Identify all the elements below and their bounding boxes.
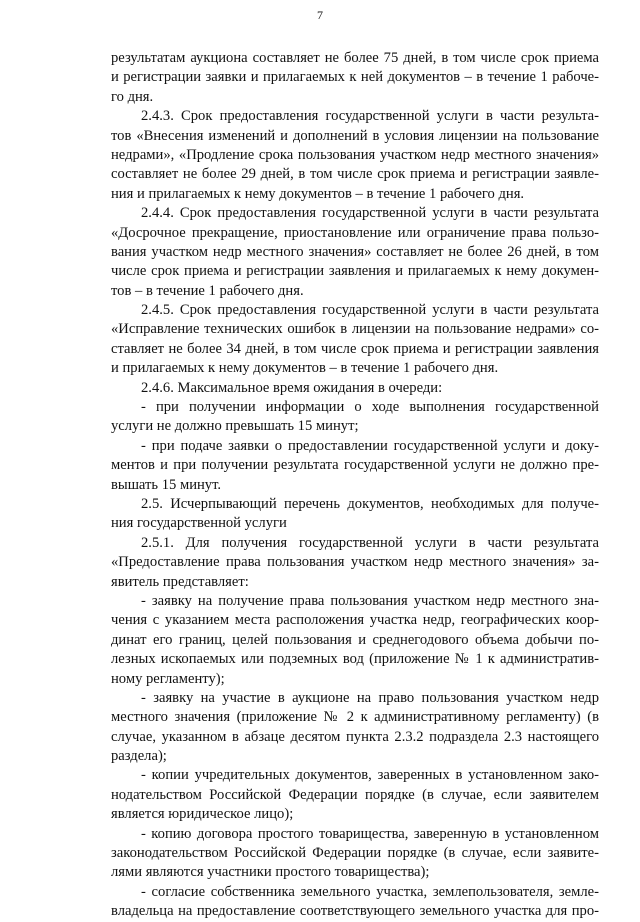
text-line: владельца на предоставление соответствующего земельного участка для про-: [111, 903, 599, 920]
text-line: является юридическое лицо);: [111, 806, 294, 823]
text-line: нодательством Российской Федерации порядке (в случае, если заявителем: [111, 786, 599, 803]
text-line: и прилагаемых к нему документов – в течение 1 рабочего дня.: [111, 360, 499, 377]
text-line: 2.5. Исчерпывающий перечень документов, необходимых для получе-: [141, 495, 599, 512]
text-line: законодательством Российской Федерации порядке (в случае, если заявите-: [111, 845, 599, 862]
text-line: - копии учредительных документов, заверенных в установленном зако-: [141, 767, 599, 784]
text-line: - заявку на получение права пользования участком недр местного зна-: [141, 592, 599, 609]
text-line: ставляет не более 34 дней, в том числе срок приема и регистрации заявления: [111, 340, 599, 357]
text-line: «Исправление технических ошибок в лицензии на пользование недрами» со-: [111, 321, 599, 338]
text-line: динат его границ, целей пользования и среднегодового объема добычи по-: [111, 631, 599, 648]
text-line: ному регламенту);: [111, 670, 225, 687]
text-line: 2.4.6. Максимальное время ожидания в очереди:: [141, 379, 443, 396]
text-line: явитель представляет:: [111, 573, 249, 590]
text-line: - согласие собственника земельного участка, землепользователя, земле-: [141, 883, 599, 900]
text-line: «Досрочное прекращение, приостановление или ограничение права пользо-: [111, 224, 599, 241]
text-line: чения с указанием места расположения участка недр, географических коор-: [111, 612, 599, 629]
text-line: ния и прилагаемых к нему документов – в течение 1 рабочего дня.: [111, 185, 525, 202]
text-line: недрами», «Продление срока пользования участком недр местного значения»: [111, 146, 599, 163]
text-line: «Предоставление права пользования участком недр местного значения» за-: [111, 554, 599, 571]
text-line: тов «Внесения изменений и дополнений в условия лицензии на пользование: [111, 127, 599, 144]
text-line: тов – в течение 1 рабочего дня.: [111, 282, 304, 299]
text-line: 2.4.3. Срок предоставления государственной услуги в части результа-: [141, 108, 599, 125]
text-line: составляет не более 29 дней, в том числе срок приема и регистрации заявле-: [111, 166, 599, 183]
text-line: ментов и при получении результата государственной услуги не должно пре-: [111, 457, 599, 474]
text-line: и регистрации заявки и прилагаемых к ней документов – в течение 1 рабоче-: [111, 69, 599, 86]
text-line: - при подаче заявки о предоставлении государственной услуги и доку-: [141, 437, 599, 454]
text-line: услуги не должно превышать 15 минут;: [111, 418, 359, 435]
text-line: - копию договора простого товарищества, заверенную в установленном: [141, 825, 599, 842]
text-line: го дня.: [111, 88, 154, 105]
text-line: лезных ископаемых или подземных вод (приложение № 1 к административ-: [111, 651, 599, 668]
text-line: 2.5.1. Для получения государственной услуги в части результата: [141, 534, 599, 551]
text-line: местного значения (приложение № 2 к административному регламенту) (в: [111, 709, 599, 726]
text-line: - заявку на участие в аукционе на право пользования участком недр: [141, 689, 599, 706]
text-line: вания участком недр местного значения» составляет не более 26 дней, в том: [111, 243, 599, 260]
text-line: лями являются участники простого товарищества);: [111, 864, 430, 881]
text-line: ния государственной услуги: [111, 515, 287, 532]
page-number: 7: [317, 8, 323, 22]
text-line: результатам аукциона составляет не более 75 дней, в том числе срок приема: [111, 50, 599, 66]
text-line: вышать 15 минут.: [111, 476, 222, 493]
text-line: 2.4.5. Срок предоставления государственной услуги в части результата: [141, 302, 599, 319]
document-body: [111, 49, 599, 922]
text-line: случае, указанном в абзаце десятом пункта 2.3.2 подраздела 2.3 настоящего: [111, 728, 599, 745]
text-line: - при получении информации о ходе выполнения государственной: [141, 399, 599, 416]
text-line: 2.4.4. Срок предоставления государственной услуги в части результата: [141, 205, 599, 222]
text-line: числе срок приема и регистрации заявления и прилагаемых к нему докумен-: [111, 263, 599, 280]
text-line: раздела);: [111, 748, 167, 765]
